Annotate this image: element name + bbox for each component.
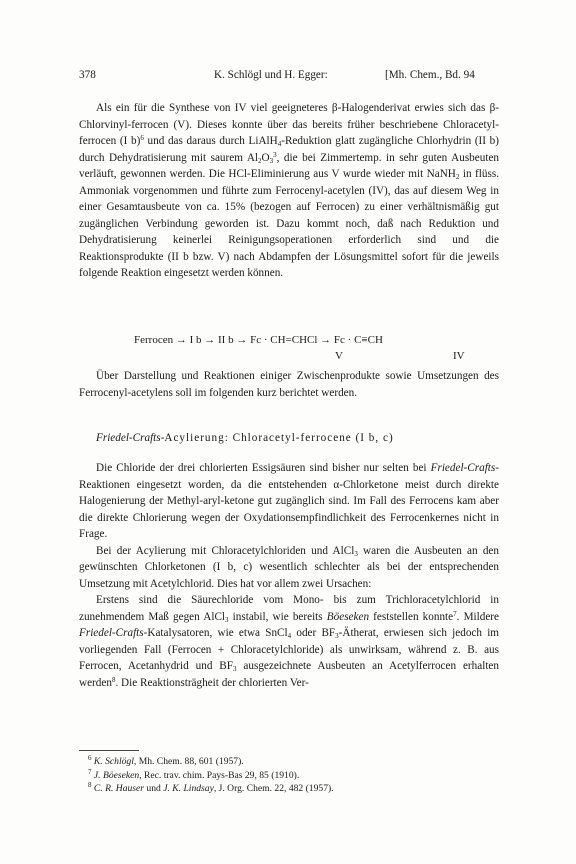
section-heading <box>96 432 394 444</box>
paragraph-overview <box>79 368 499 401</box>
paragraph-chlorides <box>79 460 499 691</box>
running-header <box>0 69 576 83</box>
paragraph-text: Über Darstellung und Reaktionen einiger Zwischenprodukte sowie Umsetzungen des Ferrocenyl-acetylens soll im folgenden kurz berichtet werden. <box>79 370 499 399</box>
footnote-ref-6[interactable]: 6 <box>140 134 144 142</box>
footnote-ref-3[interactable]: 3 <box>273 150 277 159</box>
footnote-rule <box>79 750 139 751</box>
reaction-scheme <box>79 334 499 366</box>
section-heading-italic: Friedel-Crafts- <box>96 432 165 444</box>
page-number: 378 <box>79 69 96 81</box>
footnote-ref-8[interactable]: 8 <box>111 675 116 684</box>
footnote-ref-7[interactable]: 7 <box>453 609 457 618</box>
header-authors: K. Schlögl und H. Egger: <box>214 69 328 81</box>
scheme-label-iv: IV <box>453 350 465 362</box>
paragraph-intro <box>79 100 499 282</box>
footnotes <box>88 755 498 796</box>
section-heading-text: Acylierung: Chloracetyl-ferrocene (I b, c) <box>164 432 394 444</box>
footnote-8: $^8$ C. R. Hauser und J. K. Lindsay, J. Org. Chem. 22, 482 (1957). <box>88 781 334 795</box>
footnote-7: $^7$ J. Böeseken, Rec. trav. chim. Pays-Bas 29, 85 (1910). <box>88 767 300 781</box>
paragraph-text: Erstens sind die Säurechloride vom Mono- bis zum Trichloracetylchlorid in zunehmendem Maß gegen AlCl$_3$ instabil, wie bereits Böeseken feststellen konnte$^7$. Mildere Friedel-Crafts-Katalysatoren, wie etwa SnCl$_4$ oder $BF_3$-Ätherat, erwiesen sich jedoch im vorliegenden Fall (Ferrocen + Chloracetylchloride) als unwirksam, während z. B. aus Ferrocen, Acetanhydrid und $BF_3$ ausgezeichnete Ausbeuten an Acetylferrocen erhalten werden$^8$. Die Reaktionsträgheit der chlorierten Ver- <box>79 594 500 689</box>
scheme-label-v: V <box>335 350 343 362</box>
paragraph-text: Die Chloride der drei chlorierten Essigsäuren sind bisher nur selten bei Friedel-Crafts-Reaktionen eingesetzt worden, da die entstehenden α-Chlorketone meist durch direkte Halogenierung der Methyl-aryl-ketone gut zugänglich sind. Im Fall des Ferrocens kam aber die direkte Chlorierung wegen der Oxydationsempfindlichkeit des Ferrocenkernes nicht in Frage. <box>79 462 499 540</box>
reaction-scheme-line: Ferrocen → I b → II b → Fc · CH=CHCl → Fc · C≡CH <box>134 334 383 346</box>
footnote-6: $^6$ K. Schlögl, Mh. Chem. 88, 601 (1957). <box>88 754 244 767</box>
header-journal: [Mh. Chem., Bd. 94 <box>385 69 475 81</box>
paragraph-text: Als ein für die Synthese von IV viel geeigneteres β-Halogenderivat erwies sich das β-Chlorvinyl-ferrocen (V). Dieses konnte über das bereits früher beschriebene Chloracetyl-ferrocen (I b)$^6$ und das daraus durch LiAlH$_4$-Reduktion glatt zugängliche Chlorhydrin (II b) durch Dehydratisierung mit saurem $Al_2O_3^3$, die bei Zimmertemp. in sehr guten Ausbeuten verläuft, gewonnen werden. Die HCl-Eliminierung aus V wurde wieder mit NaNH$_2$ in flüss. Ammoniak vorgenommen und führte zum Ferrocenyl-acetylen (IV), das auf diesem Weg in einer Gesamtausbeute von ca. 15% (bezogen auf Ferrocen) zu einer verhältnismäßig gut zugänglichen Verbindung geworden ist. Dazu kommt noch, daß nach Reduktion und Dehydratisierung keinerlei Reinigungsoperationen erforderlich sind und die Reaktionsprodukte (II b bzw. V) nach Abdampfen der Lösungsmittel sofort für die jeweils folgende Reaktion eingesetzt werden können. <box>79 102 499 279</box>
paragraph-text: Bei der Acylierung mit Chloracetylchloriden und AlCl$_3$ waren die Ausbeuten an den gewünschten Chlorketonen (I b, c) wesentlich schlechter als bei der entsprechenden Umsetzung mit Acetylchlorid. Dies hat vor allem zwei Ursachen: <box>79 544 499 590</box>
